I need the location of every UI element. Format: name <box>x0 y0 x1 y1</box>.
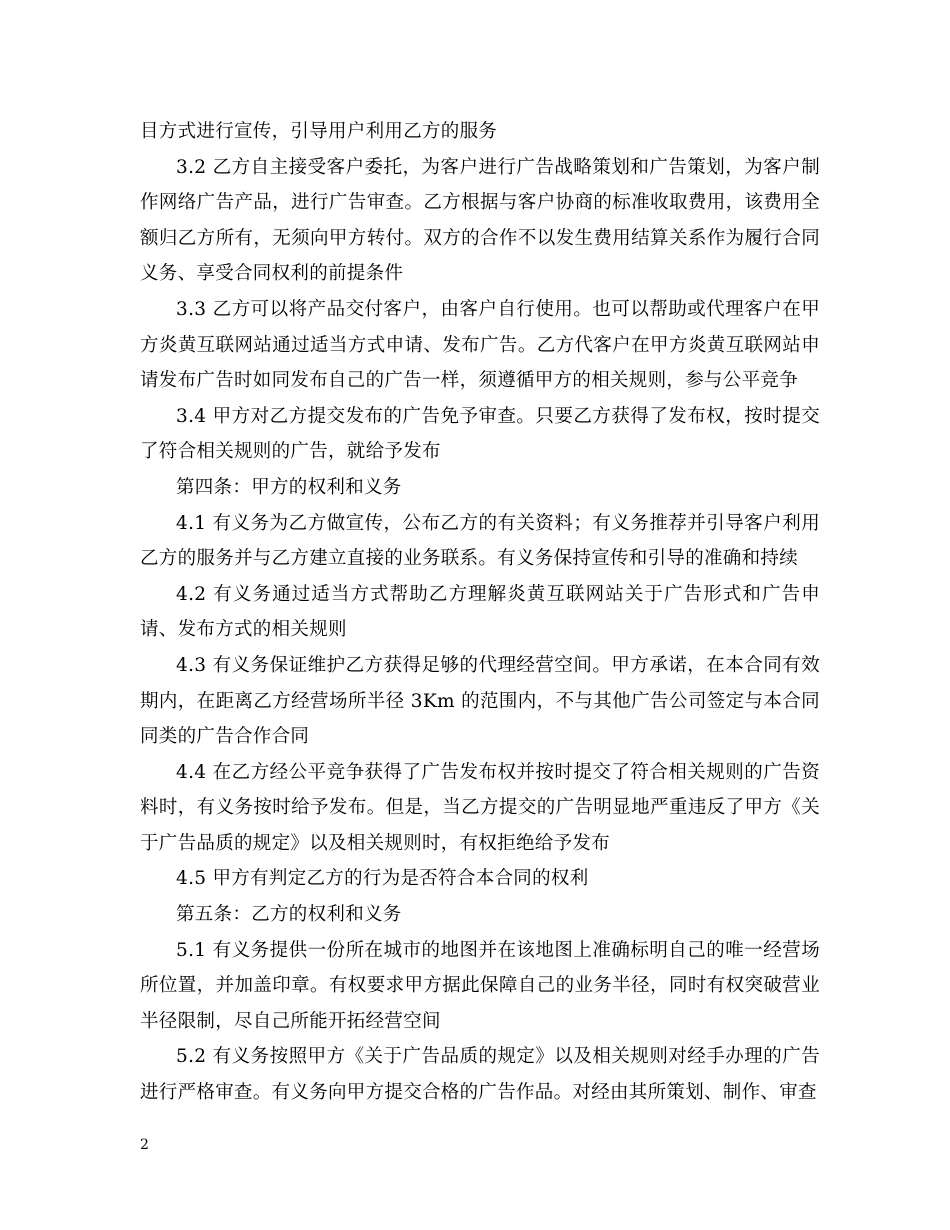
paragraph-clause-3-3: 3.3 乙方可以将产品交付客户，由客户自行使用。也可以帮助或代理客户在甲方炎黄互联网站通过适当方式申请、发布广告。乙方代客户在甲方炎黄互联网站申请发布广告时如同发布自己的广告一样，须遵循甲方的相关规则，参与公平竞争 <box>140 298 820 392</box>
paragraph-clause-5-2: 5.2 有义务按照甲方《关于广告品质的规定》以及相关规则对经手办理的广告进行严格审查。有义务向甲方提交合格的广告作品。对经由其所策划、制作、审查 <box>140 1046 820 1104</box>
paragraph-0: 目方式进行宣传，引导用户利用乙方的服务 <box>140 121 498 142</box>
paragraph-clause-4-1: 4.1 有义务为乙方做宣传，公布乙方的有关资料；有义务推荐并引导客户利用乙方的服务并与乙方建立直接的业务联系。有义务保持宣传和引导的准确和持续 <box>140 512 820 570</box>
paragraph-clause-3-4: 3.4 甲方对乙方提交发布的广告免予审查。只要乙方获得了发布权，按时提交了符合相关规则的广告，就给予发布 <box>140 405 820 463</box>
section-heading-article-4: 第四条：甲方的权利和义务 <box>176 476 402 498</box>
paragraph-clause-4-3: 4.3 有义务保证维护乙方获得足够的代理经营空间。甲方承诺，在本合同有效期内，在距离乙方经营场所半径 3Km 的范围内，不与其他广告公司签定与本合同同类的广告合作合同 <box>140 654 820 748</box>
page-number: 2 <box>140 1137 149 1153</box>
document-body <box>140 114 820 1111</box>
paragraph-clause-4-4: 4.4 在乙方经公平竞争获得了广告发布权并按时提交了符合相关规则的广告资料时，有义务按时给予发布。但是，当乙方提交的广告明显地严重违反了甲方《关于广告品质的规定》以及相关规则时，有权拒绝给予发布 <box>140 761 820 854</box>
paragraph-clause-3-2: 3.2 乙方自主接受客户委托，为客户进行广告战略策划和广告策划，为客户制作网络广告产品，进行广告审查。乙方根据与客户协商的标准收取费用，该费用全额归乙方所有，无须向甲方转付。双方的合作不以发生费用结算关系作为履行合同义务、享受合同权利的前提条件 <box>140 156 820 285</box>
section-heading-article-5: 第五条：乙方的权利和义务 <box>176 904 402 926</box>
paragraph-clause-4-5: 4.5 甲方有判定乙方的行为是否符合本合同的权利 <box>176 868 589 890</box>
paragraph-clause-5-1: 5.1 有义务提供一份所在城市的地图并在该地图上准确标明自己的唯一经营场所位置，并加盖印章。有权要求甲方据此保障自己的业务半径，同时有权突破营业半径限制，尽自己所能开拓经营空间 <box>140 939 820 1032</box>
paragraph-clause-4-2: 4.2 有义务通过适当方式帮助乙方理解炎黄互联网站关于广告形式和广告申请、发布方式的相关规则 <box>140 583 820 641</box>
